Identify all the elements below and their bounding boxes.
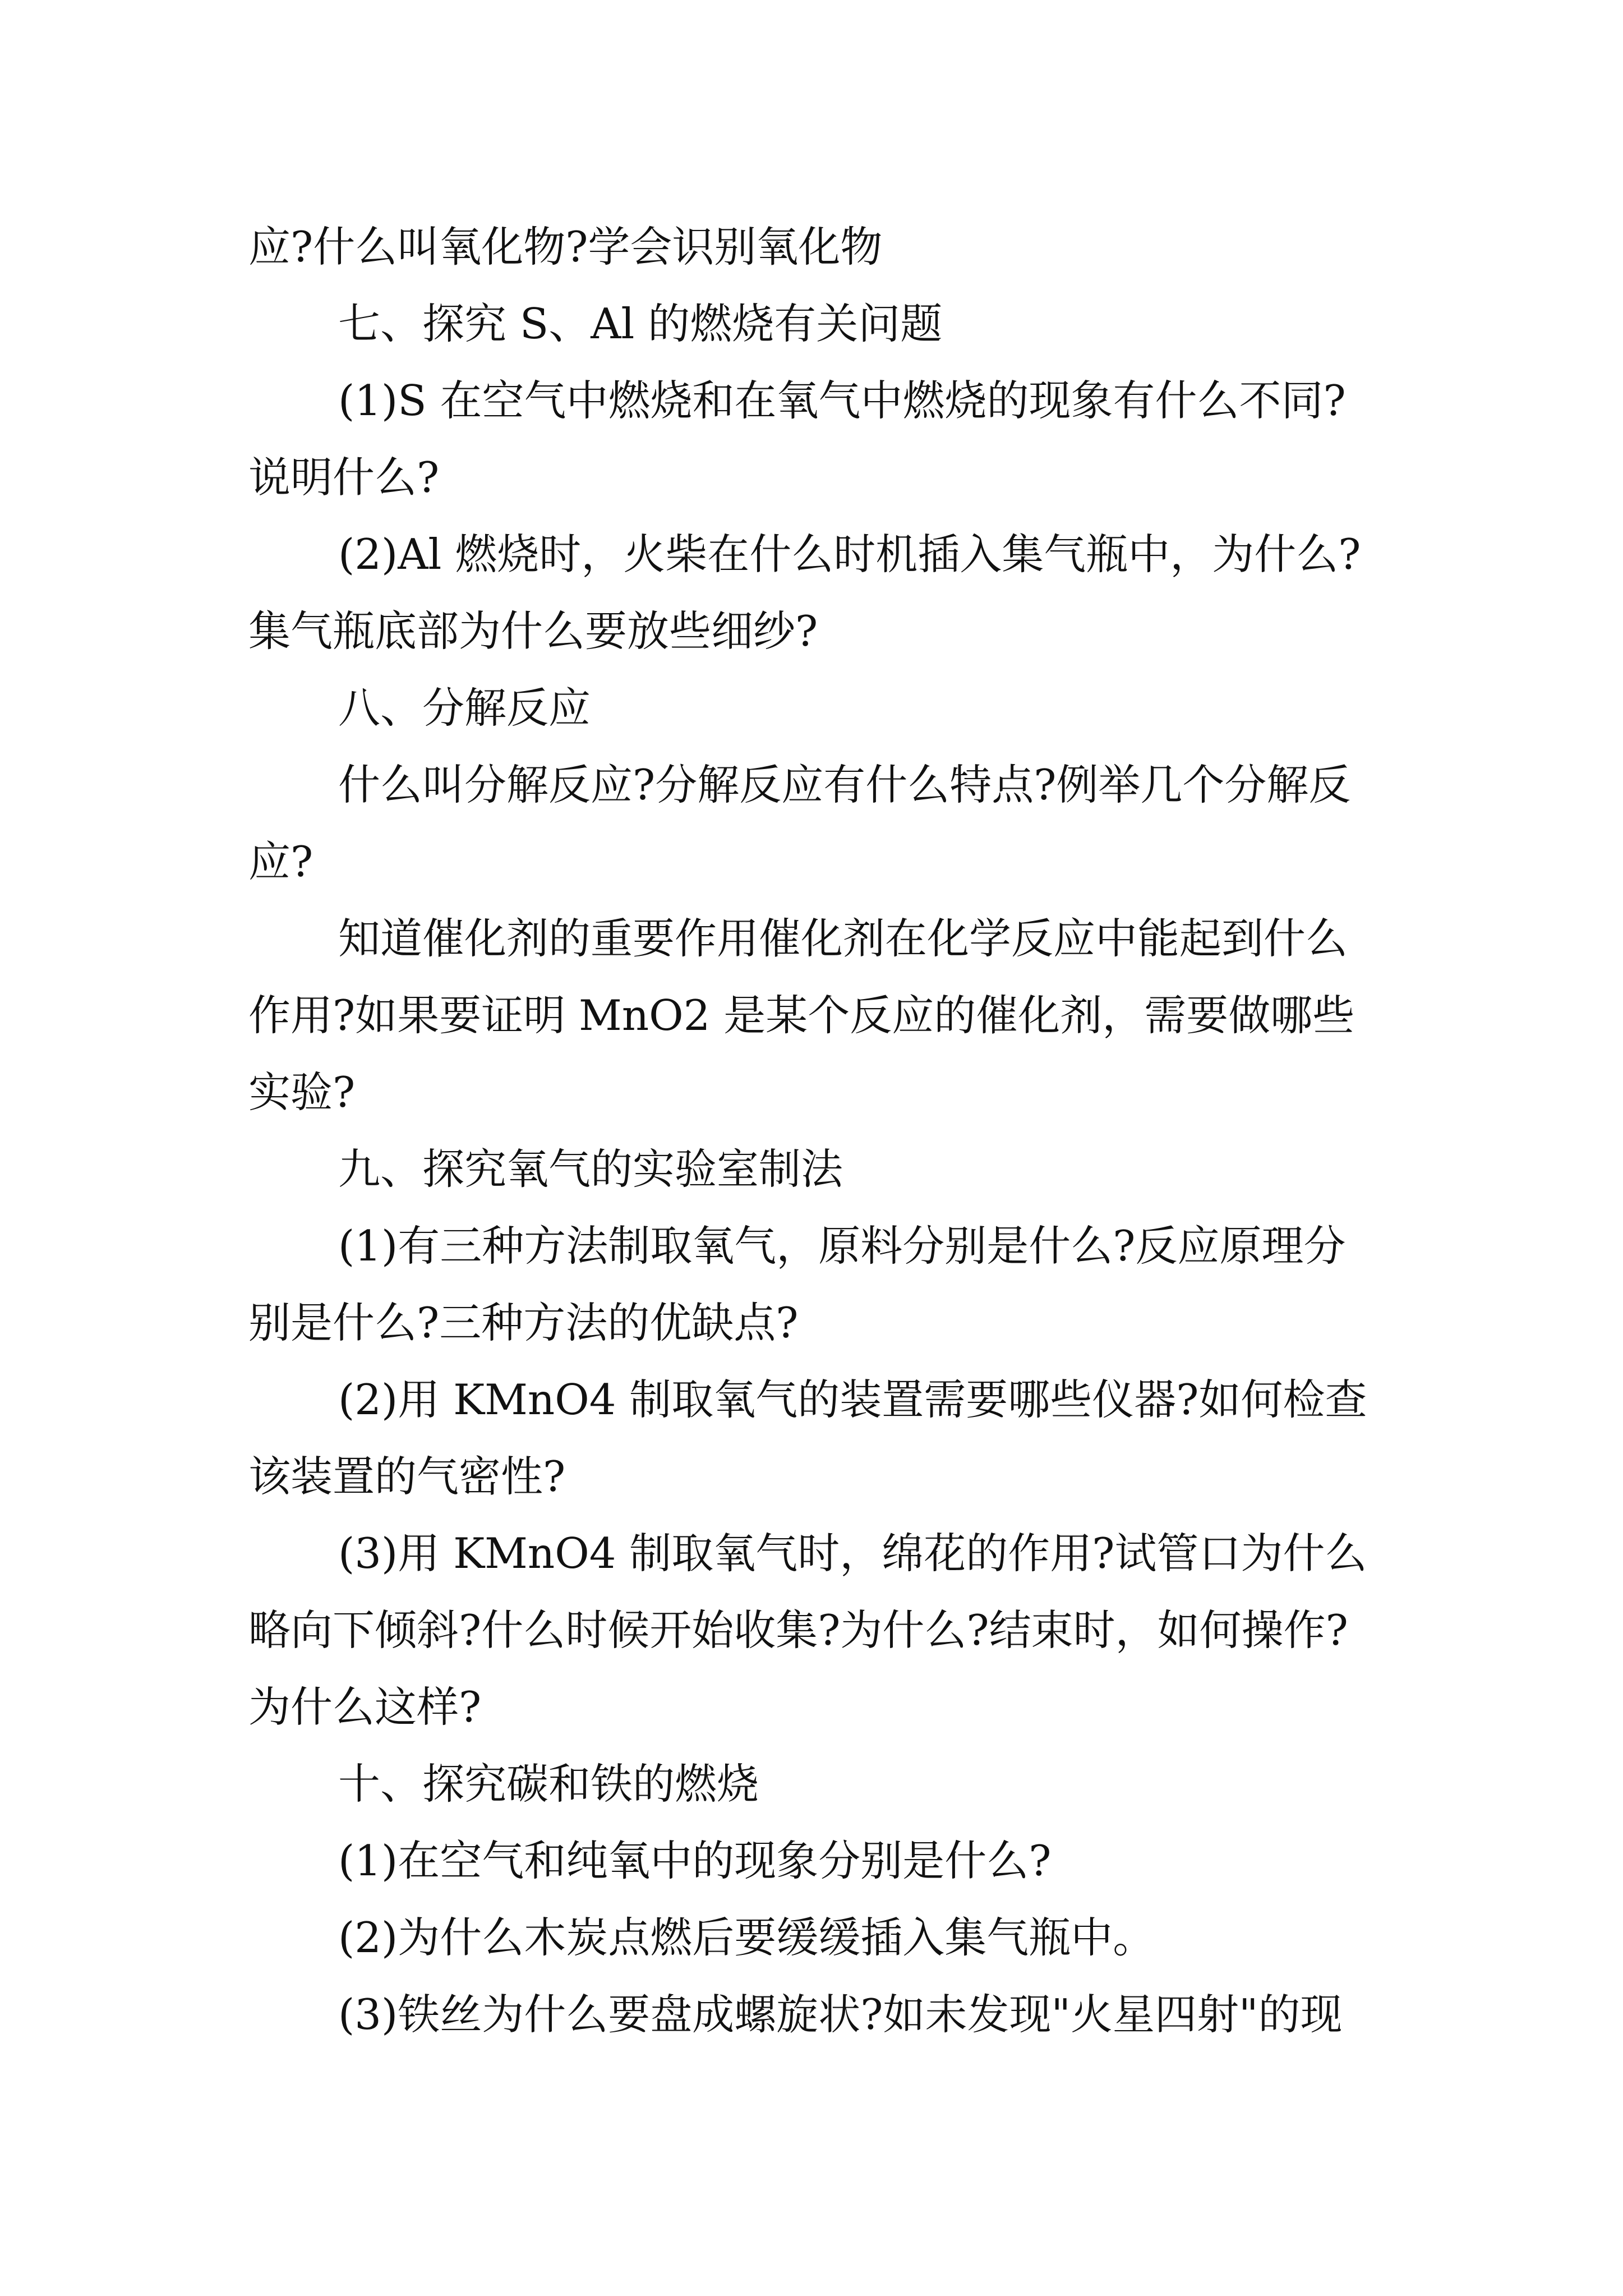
section-heading-10: 十、探究碳和铁的燃烧 xyxy=(338,1759,759,1809)
paragraph-9-3: (3)用 KMnO4 制取氧气时，绵花的作用?试管口为什么略向下倾斜?什么时候开始收集?为什么?结束时，如何操作?为什么这样? xyxy=(248,1529,1367,1732)
section-heading-8: 八、分解反应 xyxy=(338,683,591,733)
paragraph-9-2: (2)用 KMnO4 制取氧气的装置需要哪些仪器?如何检查该装置的气密性? xyxy=(248,1375,1367,1501)
paragraph-10-1: (1)在空气和纯氧中的现象分别是什么? xyxy=(338,1836,1052,1885)
document-body xyxy=(248,209,1381,2053)
section-heading-7: 七、探究 S、Al 的燃烧有关问题 xyxy=(338,299,943,348)
section-heading-9: 九、探究氧气的实验室制法 xyxy=(338,1144,843,1194)
paragraph-continuation: 应?什么叫氧化物?学会识别氧化物 xyxy=(248,222,883,272)
paragraph-10-2: (2)为什么木炭点燃后要缓缓插入集气瓶中。 xyxy=(338,1913,1155,1962)
paragraph-8-1: 什么叫分解反应?分解反应有什么特点?例举几个分解反应? xyxy=(248,760,1351,886)
paragraph-8-2: 知道催化剂的重要作用催化剂在化学反应中能起到什么作用?如果要证明 MnO2 是某个反应的催化剂，需要做哪些实验? xyxy=(248,914,1355,1117)
paragraph-7-2: (2)Al 燃烧时，火柴在什么时机插入集气瓶中，为什么?集气瓶底部为什么要放些细纱? xyxy=(248,530,1361,656)
paragraph-10-3: (3)铁丝为什么要盘成螺旋状?如未发现"火星四射"的现 xyxy=(338,1990,1343,2039)
paragraph-7-1: (1)S 在空气中燃烧和在氧气中燃烧的现象有什么不同?说明什么? xyxy=(248,376,1346,502)
paragraph-9-1: (1)有三种方法制取氧气，原料分别是什么?反应原理分别是什么?三种方法的优缺点? xyxy=(248,1221,1346,1347)
